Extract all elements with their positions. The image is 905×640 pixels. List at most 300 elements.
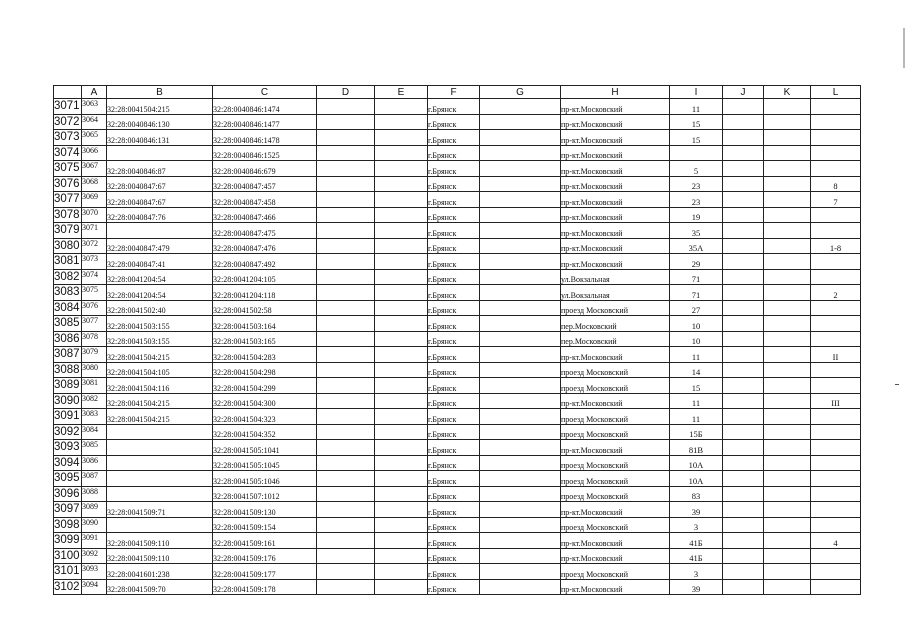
- cell-d[interactable]: [317, 161, 375, 177]
- cell-house-number[interactable]: 19: [670, 207, 723, 223]
- cell-d[interactable]: [317, 269, 375, 285]
- cell-cadastral-number[interactable]: 32:28:0040846:1478: [213, 130, 317, 146]
- cell-apartment[interactable]: 7: [811, 192, 861, 208]
- cell-g[interactable]: [480, 393, 561, 409]
- cell-k[interactable]: [764, 393, 811, 409]
- cell-street[interactable]: проезд Московский: [561, 424, 670, 440]
- cell-a[interactable]: 3063: [82, 99, 107, 115]
- cell-g[interactable]: [480, 161, 561, 177]
- cell-street[interactable]: пр-кт.Московский: [561, 548, 670, 564]
- cell-g[interactable]: [480, 502, 561, 518]
- cell-e[interactable]: [375, 192, 428, 208]
- cell-a[interactable]: 3092: [82, 548, 107, 564]
- row-number[interactable]: 3093: [54, 441, 80, 454]
- cell-k[interactable]: [764, 440, 811, 456]
- cell-a[interactable]: 3081: [82, 378, 107, 394]
- cell-g[interactable]: [480, 192, 561, 208]
- cell-a[interactable]: 3068: [82, 176, 107, 192]
- cell-k[interactable]: [764, 347, 811, 363]
- cell-j[interactable]: [723, 207, 764, 223]
- cell-a[interactable]: 3078: [82, 331, 107, 347]
- column-header-i[interactable]: I: [670, 86, 723, 99]
- cell-cadastral-number[interactable]: 32:28:0040847:492: [213, 254, 317, 270]
- cell-j[interactable]: [723, 424, 764, 440]
- column-header-g[interactable]: G: [480, 86, 561, 99]
- cell-e[interactable]: [375, 548, 428, 564]
- cell-k[interactable]: [764, 502, 811, 518]
- cell-a[interactable]: 3077: [82, 316, 107, 332]
- cell-apartment[interactable]: 4: [811, 533, 861, 549]
- cell-cadastral-number[interactable]: 32:28:0041509:177: [213, 564, 317, 580]
- cell-a[interactable]: 3082: [82, 393, 107, 409]
- cell-d[interactable]: [317, 238, 375, 254]
- cell-d[interactable]: [317, 486, 375, 502]
- cell-street[interactable]: проезд Московский: [561, 362, 670, 378]
- row-number[interactable]: 3101: [54, 565, 80, 578]
- cell-apartment[interactable]: II: [811, 347, 861, 363]
- cell-cadastral-parent[interactable]: 32:28:0041601:238: [107, 564, 213, 580]
- cell-j[interactable]: [723, 99, 764, 115]
- cell-street[interactable]: проезд Московский: [561, 378, 670, 394]
- cell-street[interactable]: пр-кт.Московский: [561, 176, 670, 192]
- cell-e[interactable]: [375, 424, 428, 440]
- cell-a[interactable]: 3067: [82, 161, 107, 177]
- cell-house-number[interactable]: 11: [670, 393, 723, 409]
- cell-apartment[interactable]: [811, 564, 861, 580]
- cell-g[interactable]: [480, 362, 561, 378]
- cell-house-number[interactable]: 5: [670, 161, 723, 177]
- cell-a[interactable]: 3084: [82, 424, 107, 440]
- row-number[interactable]: 3098: [54, 518, 80, 531]
- cell-a[interactable]: 3069: [82, 192, 107, 208]
- row-number[interactable]: 3083: [54, 286, 80, 299]
- cell-city[interactable]: г.Брянск: [428, 378, 480, 394]
- cell-apartment[interactable]: [811, 331, 861, 347]
- cell-street[interactable]: пр-кт.Московский: [561, 533, 670, 549]
- cell-d[interactable]: [317, 145, 375, 161]
- cell-cadastral-parent[interactable]: [107, 145, 213, 161]
- cell-d[interactable]: [317, 316, 375, 332]
- cell-apartment[interactable]: [811, 471, 861, 487]
- cell-city[interactable]: г.Брянск: [428, 564, 480, 580]
- cell-cadastral-number[interactable]: 32:28:0041504:299: [213, 378, 317, 394]
- cell-city[interactable]: г.Брянск: [428, 486, 480, 502]
- cell-g[interactable]: [480, 455, 561, 471]
- row-number[interactable]: 3095: [54, 472, 80, 485]
- cell-a[interactable]: 3085: [82, 440, 107, 456]
- cell-a[interactable]: 3064: [82, 114, 107, 130]
- cell-house-number[interactable]: 23: [670, 176, 723, 192]
- cell-street[interactable]: пр-кт.Московский: [561, 207, 670, 223]
- cell-city[interactable]: г.Брянск: [428, 161, 480, 177]
- cell-d[interactable]: [317, 285, 375, 301]
- cell-g[interactable]: [480, 533, 561, 549]
- cell-j[interactable]: [723, 114, 764, 130]
- cell-d[interactable]: [317, 517, 375, 533]
- cell-e[interactable]: [375, 316, 428, 332]
- row-number[interactable]: 3102: [54, 580, 80, 593]
- cell-k[interactable]: [764, 331, 811, 347]
- cell-apartment[interactable]: III: [811, 393, 861, 409]
- cell-apartment[interactable]: [811, 440, 861, 456]
- cell-city[interactable]: г.Брянск: [428, 393, 480, 409]
- row-number[interactable]: 3078: [54, 208, 80, 221]
- row-number[interactable]: 3096: [54, 487, 80, 500]
- cell-cadastral-number[interactable]: 32:28:0041504:352: [213, 424, 317, 440]
- cell-house-number[interactable]: 11: [670, 409, 723, 425]
- cell-k[interactable]: [764, 254, 811, 270]
- cell-house-number[interactable]: [670, 145, 723, 161]
- cell-cadastral-parent[interactable]: [107, 471, 213, 487]
- cell-a[interactable]: 3093: [82, 564, 107, 580]
- cell-street[interactable]: пр-кт.Московский: [561, 502, 670, 518]
- cell-street[interactable]: проезд Московский: [561, 409, 670, 425]
- column-header-l[interactable]: L: [811, 86, 861, 99]
- cell-cadastral-number[interactable]: 32:28:0041509:154: [213, 517, 317, 533]
- cell-k[interactable]: [764, 362, 811, 378]
- cell-g[interactable]: [480, 99, 561, 115]
- cell-a[interactable]: 3083: [82, 409, 107, 425]
- cell-a[interactable]: 3074: [82, 269, 107, 285]
- cell-cadastral-parent[interactable]: [107, 440, 213, 456]
- cell-house-number[interactable]: 29: [670, 254, 723, 270]
- cell-apartment[interactable]: [811, 455, 861, 471]
- cell-d[interactable]: [317, 254, 375, 270]
- row-number[interactable]: 3091: [54, 410, 80, 423]
- cell-cadastral-parent[interactable]: 32:28:0040846:87: [107, 161, 213, 177]
- cell-k[interactable]: [764, 223, 811, 239]
- cell-j[interactable]: [723, 285, 764, 301]
- cell-house-number[interactable]: 14: [670, 362, 723, 378]
- cell-cadastral-parent[interactable]: 32:28:0040847:479: [107, 238, 213, 254]
- row-number[interactable]: 3090: [54, 394, 80, 407]
- cell-d[interactable]: [317, 130, 375, 146]
- cell-k[interactable]: [764, 130, 811, 146]
- cell-e[interactable]: [375, 517, 428, 533]
- cell-street[interactable]: пр-кт.Московский: [561, 145, 670, 161]
- cell-street[interactable]: проезд Московский: [561, 471, 670, 487]
- cell-street[interactable]: проезд Московский: [561, 300, 670, 316]
- column-header-b[interactable]: B: [107, 86, 213, 99]
- cell-city[interactable]: г.Брянск: [428, 114, 480, 130]
- cell-house-number[interactable]: 35: [670, 223, 723, 239]
- cell-g[interactable]: [480, 300, 561, 316]
- cell-g[interactable]: [480, 517, 561, 533]
- cell-street[interactable]: проезд Московский: [561, 517, 670, 533]
- cell-e[interactable]: [375, 114, 428, 130]
- cell-city[interactable]: г.Брянск: [428, 176, 480, 192]
- cell-city[interactable]: г.Брянск: [428, 238, 480, 254]
- cell-j[interactable]: [723, 176, 764, 192]
- corner-cell[interactable]: [54, 86, 82, 99]
- cell-apartment[interactable]: [811, 378, 861, 394]
- cell-apartment[interactable]: [811, 145, 861, 161]
- cell-d[interactable]: [317, 409, 375, 425]
- cell-d[interactable]: [317, 207, 375, 223]
- cell-g[interactable]: [480, 207, 561, 223]
- cell-cadastral-parent[interactable]: 32:28:0041204:54: [107, 285, 213, 301]
- cell-house-number[interactable]: 10: [670, 316, 723, 332]
- cell-j[interactable]: [723, 517, 764, 533]
- row-number[interactable]: 3075: [54, 162, 80, 175]
- cell-cadastral-number[interactable]: 32:28:0041504:323: [213, 409, 317, 425]
- cell-k[interactable]: [764, 99, 811, 115]
- cell-street[interactable]: пр-кт.Московский: [561, 238, 670, 254]
- cell-e[interactable]: [375, 300, 428, 316]
- cell-city[interactable]: г.Брянск: [428, 440, 480, 456]
- row-number[interactable]: 3071: [54, 100, 80, 113]
- cell-cadastral-parent[interactable]: 32:28:0041204:54: [107, 269, 213, 285]
- cell-street[interactable]: пр-кт.Московский: [561, 192, 670, 208]
- cell-cadastral-parent[interactable]: 32:28:0041504:105: [107, 362, 213, 378]
- cell-e[interactable]: [375, 238, 428, 254]
- cell-cadastral-parent[interactable]: 32:28:0041509:70: [107, 579, 213, 595]
- cell-d[interactable]: [317, 378, 375, 394]
- cell-house-number[interactable]: 35А: [670, 238, 723, 254]
- cell-d[interactable]: [317, 455, 375, 471]
- cell-house-number[interactable]: 27: [670, 300, 723, 316]
- row-number[interactable]: 3086: [54, 332, 80, 345]
- cell-g[interactable]: [480, 409, 561, 425]
- cell-city[interactable]: г.Брянск: [428, 207, 480, 223]
- cell-cadastral-number[interactable]: 32:28:0041504:300: [213, 393, 317, 409]
- cell-e[interactable]: [375, 331, 428, 347]
- column-header-e[interactable]: E: [375, 86, 428, 99]
- cell-k[interactable]: [764, 269, 811, 285]
- row-number[interactable]: 3100: [54, 549, 80, 562]
- cell-d[interactable]: [317, 533, 375, 549]
- cell-j[interactable]: [723, 486, 764, 502]
- column-header-j[interactable]: J: [723, 86, 764, 99]
- cell-a[interactable]: 3066: [82, 145, 107, 161]
- cell-a[interactable]: 3076: [82, 300, 107, 316]
- row-number[interactable]: 3094: [54, 456, 80, 469]
- cell-city[interactable]: г.Брянск: [428, 223, 480, 239]
- row-number[interactable]: 3077: [54, 193, 80, 206]
- cell-k[interactable]: [764, 533, 811, 549]
- cell-e[interactable]: [375, 362, 428, 378]
- cell-g[interactable]: [480, 238, 561, 254]
- cell-apartment[interactable]: [811, 300, 861, 316]
- cell-e[interactable]: [375, 269, 428, 285]
- cell-city[interactable]: г.Брянск: [428, 579, 480, 595]
- cell-k[interactable]: [764, 145, 811, 161]
- cell-a[interactable]: 3089: [82, 502, 107, 518]
- cell-street[interactable]: пр-кт.Московский: [561, 347, 670, 363]
- cell-e[interactable]: [375, 207, 428, 223]
- cell-apartment[interactable]: [811, 486, 861, 502]
- cell-e[interactable]: [375, 378, 428, 394]
- cell-apartment[interactable]: [811, 254, 861, 270]
- cell-e[interactable]: [375, 145, 428, 161]
- row-number[interactable]: 3097: [54, 503, 80, 516]
- cell-g[interactable]: [480, 579, 561, 595]
- cell-d[interactable]: [317, 502, 375, 518]
- cell-e[interactable]: [375, 564, 428, 580]
- cell-house-number[interactable]: 41Б: [670, 548, 723, 564]
- cell-apartment[interactable]: [811, 424, 861, 440]
- cell-a[interactable]: 3091: [82, 533, 107, 549]
- row-number[interactable]: 3087: [54, 348, 80, 361]
- cell-house-number[interactable]: 71: [670, 285, 723, 301]
- cell-cadastral-parent[interactable]: 32:28:0041509:110: [107, 548, 213, 564]
- cell-d[interactable]: [317, 99, 375, 115]
- cell-city[interactable]: г.Брянск: [428, 409, 480, 425]
- column-header-d[interactable]: D: [317, 86, 375, 99]
- cell-j[interactable]: [723, 533, 764, 549]
- cell-house-number[interactable]: 10А: [670, 455, 723, 471]
- cell-g[interactable]: [480, 130, 561, 146]
- cell-cadastral-parent[interactable]: [107, 424, 213, 440]
- cell-city[interactable]: г.Брянск: [428, 254, 480, 270]
- cell-k[interactable]: [764, 300, 811, 316]
- cell-d[interactable]: [317, 362, 375, 378]
- cell-house-number[interactable]: 39: [670, 579, 723, 595]
- cell-cadastral-parent[interactable]: 32:28:0041502:40: [107, 300, 213, 316]
- cell-street[interactable]: пр-кт.Московский: [561, 114, 670, 130]
- cell-cadastral-parent[interactable]: 32:28:0041504:215: [107, 347, 213, 363]
- cell-cadastral-number[interactable]: 32:28:0041504:283: [213, 347, 317, 363]
- cell-apartment[interactable]: [811, 130, 861, 146]
- cell-e[interactable]: [375, 254, 428, 270]
- column-header-a[interactable]: A: [82, 86, 107, 99]
- cell-j[interactable]: [723, 254, 764, 270]
- cell-cadastral-parent[interactable]: [107, 455, 213, 471]
- cell-apartment[interactable]: [811, 207, 861, 223]
- cell-k[interactable]: [764, 455, 811, 471]
- cell-city[interactable]: г.Брянск: [428, 362, 480, 378]
- cell-cadastral-number[interactable]: 32:28:0041204:118: [213, 285, 317, 301]
- cell-j[interactable]: [723, 362, 764, 378]
- cell-d[interactable]: [317, 471, 375, 487]
- cell-e[interactable]: [375, 502, 428, 518]
- cell-j[interactable]: [723, 161, 764, 177]
- cell-city[interactable]: г.Брянск: [428, 269, 480, 285]
- cell-street[interactable]: пр-кт.Московский: [561, 393, 670, 409]
- cell-j[interactable]: [723, 471, 764, 487]
- row-number[interactable]: 3073: [54, 131, 80, 144]
- row-number[interactable]: 3099: [54, 534, 80, 547]
- cell-k[interactable]: [764, 548, 811, 564]
- cell-cadastral-parent[interactable]: 32:28:0040847:76: [107, 207, 213, 223]
- cell-j[interactable]: [723, 502, 764, 518]
- cell-house-number[interactable]: 15: [670, 130, 723, 146]
- cell-a[interactable]: 3090: [82, 517, 107, 533]
- cell-a[interactable]: 3070: [82, 207, 107, 223]
- cell-g[interactable]: [480, 316, 561, 332]
- cell-a[interactable]: 3071: [82, 223, 107, 239]
- cell-k[interactable]: [764, 192, 811, 208]
- cell-street[interactable]: пр-кт.Московский: [561, 223, 670, 239]
- cell-d[interactable]: [317, 579, 375, 595]
- cell-apartment[interactable]: [811, 161, 861, 177]
- cell-cadastral-parent[interactable]: 32:28:0041504:215: [107, 393, 213, 409]
- cell-street[interactable]: ул.Вокзальная: [561, 269, 670, 285]
- cell-house-number[interactable]: 15: [670, 114, 723, 130]
- cell-a[interactable]: 3073: [82, 254, 107, 270]
- cell-j[interactable]: [723, 455, 764, 471]
- cell-a[interactable]: 3065: [82, 130, 107, 146]
- cell-apartment[interactable]: 2: [811, 285, 861, 301]
- cell-cadastral-number[interactable]: 32:28:0041503:165: [213, 331, 317, 347]
- row-number[interactable]: 3081: [54, 255, 80, 268]
- cell-j[interactable]: [723, 440, 764, 456]
- cell-house-number[interactable]: 11: [670, 347, 723, 363]
- cell-street[interactable]: пр-кт.Московский: [561, 130, 670, 146]
- cell-j[interactable]: [723, 564, 764, 580]
- cell-cadastral-number[interactable]: 32:28:0041505:1046: [213, 471, 317, 487]
- cell-d[interactable]: [317, 548, 375, 564]
- cell-cadastral-number[interactable]: 32:28:0041507:1012: [213, 486, 317, 502]
- cell-d[interactable]: [317, 223, 375, 239]
- cell-d[interactable]: [317, 440, 375, 456]
- cell-street[interactable]: пер.Московский: [561, 331, 670, 347]
- cell-cadastral-parent[interactable]: [107, 223, 213, 239]
- cell-apartment[interactable]: [811, 548, 861, 564]
- cell-e[interactable]: [375, 347, 428, 363]
- cell-apartment[interactable]: [811, 223, 861, 239]
- cell-cadastral-number[interactable]: 32:28:0040847:457: [213, 176, 317, 192]
- cell-cadastral-number[interactable]: 32:28:0040847:458: [213, 192, 317, 208]
- cell-j[interactable]: [723, 347, 764, 363]
- cell-e[interactable]: [375, 440, 428, 456]
- cell-cadastral-parent[interactable]: 32:28:0040846:130: [107, 114, 213, 130]
- cell-house-number[interactable]: 15Б: [670, 424, 723, 440]
- cell-cadastral-number[interactable]: 32:28:0041505:1041: [213, 440, 317, 456]
- cell-e[interactable]: [375, 130, 428, 146]
- cell-k[interactable]: [764, 176, 811, 192]
- cell-j[interactable]: [723, 393, 764, 409]
- cell-j[interactable]: [723, 579, 764, 595]
- cell-k[interactable]: [764, 424, 811, 440]
- cell-e[interactable]: [375, 223, 428, 239]
- cell-street[interactable]: проезд Московский: [561, 455, 670, 471]
- row-number[interactable]: 3080: [54, 239, 80, 252]
- cell-g[interactable]: [480, 548, 561, 564]
- cell-city[interactable]: г.Брянск: [428, 502, 480, 518]
- cell-city[interactable]: г.Брянск: [428, 347, 480, 363]
- cell-city[interactable]: г.Брянск: [428, 99, 480, 115]
- cell-apartment[interactable]: [811, 409, 861, 425]
- column-header-k[interactable]: K: [764, 86, 811, 99]
- cell-apartment[interactable]: 8: [811, 176, 861, 192]
- cell-cadastral-number[interactable]: 32:28:0040846:679: [213, 161, 317, 177]
- cell-cadastral-number[interactable]: 32:28:0041504:298: [213, 362, 317, 378]
- cell-cadastral-number[interactable]: 32:28:0041509:130: [213, 502, 317, 518]
- cell-cadastral-parent[interactable]: [107, 517, 213, 533]
- cell-street[interactable]: ул.Вокзальная: [561, 285, 670, 301]
- cell-city[interactable]: г.Брянск: [428, 424, 480, 440]
- cell-k[interactable]: [764, 409, 811, 425]
- cell-house-number[interactable]: 3: [670, 517, 723, 533]
- cell-apartment[interactable]: [811, 99, 861, 115]
- cell-a[interactable]: 3072: [82, 238, 107, 254]
- cell-k[interactable]: [764, 316, 811, 332]
- cell-g[interactable]: [480, 564, 561, 580]
- cell-house-number[interactable]: 15: [670, 378, 723, 394]
- cell-e[interactable]: [375, 176, 428, 192]
- cell-d[interactable]: [317, 300, 375, 316]
- cell-g[interactable]: [480, 424, 561, 440]
- cell-k[interactable]: [764, 471, 811, 487]
- cell-k[interactable]: [764, 517, 811, 533]
- cell-e[interactable]: [375, 409, 428, 425]
- cell-house-number[interactable]: 41Б: [670, 533, 723, 549]
- cell-apartment[interactable]: [811, 316, 861, 332]
- cell-j[interactable]: [723, 378, 764, 394]
- cell-cadastral-parent[interactable]: 32:28:0040847:41: [107, 254, 213, 270]
- cell-house-number[interactable]: 3: [670, 564, 723, 580]
